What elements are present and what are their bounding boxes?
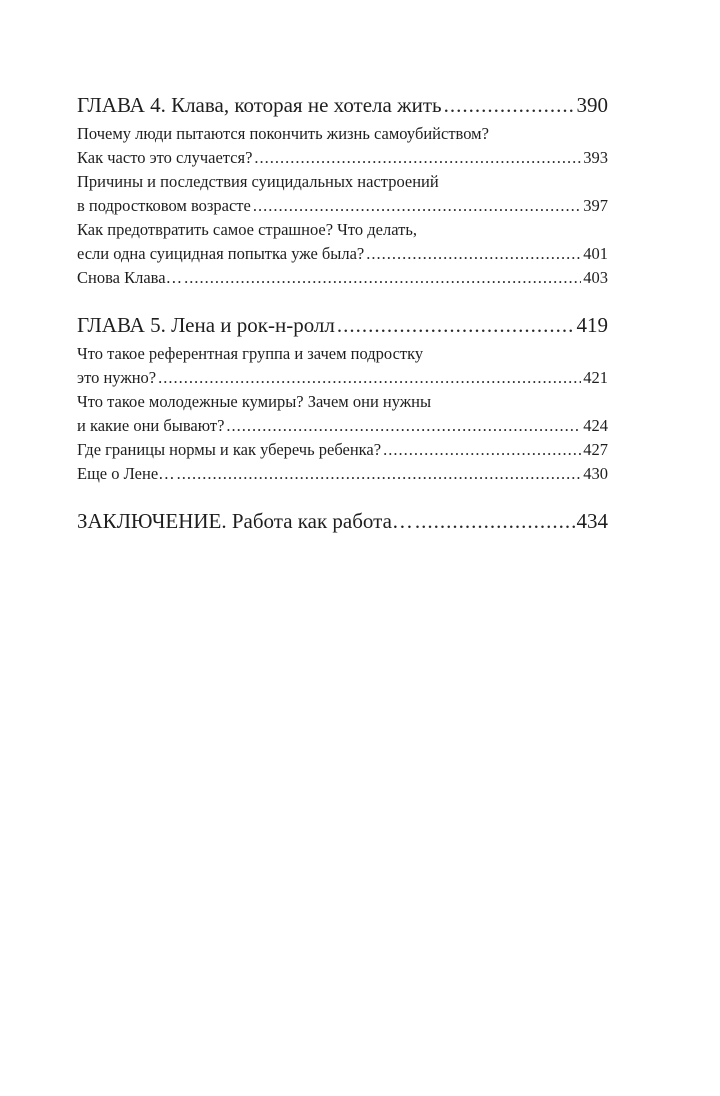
dot-leader [184, 266, 581, 290]
dot-leader [415, 504, 575, 538]
chapter-heading [77, 504, 608, 538]
page-number: 434 [576, 509, 608, 533]
toc-entry [77, 438, 608, 462]
page-number: 421 [583, 368, 608, 387]
page-number: 401 [583, 244, 608, 263]
dot-leader [158, 366, 581, 390]
chapter-heading [77, 308, 608, 342]
dot-leader [337, 308, 575, 342]
page-number: 424 [583, 416, 608, 435]
toc-conclusion [77, 504, 608, 538]
dot-leader [444, 88, 575, 122]
toc-chapter-5 [77, 308, 608, 486]
dot-leader [226, 414, 581, 438]
entry-title-line-2: это нужно? [77, 368, 157, 387]
dot-leader [177, 462, 582, 486]
chapter-title: ГЛАВА 5. Лена и рок-н-ролл [77, 313, 335, 337]
entry-title-line-2: и какие они бывают? [77, 416, 225, 435]
page-number: 393 [583, 148, 608, 167]
toc-entry [77, 218, 608, 266]
page-number: 427 [583, 440, 608, 459]
entry-title-line-1: Что такое референтная группа и зачем подростку [77, 344, 424, 363]
section-list [77, 342, 608, 486]
entry-title: Снова Клава… [77, 268, 183, 287]
toc-entry [77, 170, 608, 218]
entry-title-line-1: Что такое молодежные кумиры? Зачем они нужны [77, 392, 432, 411]
dot-leader [253, 194, 581, 218]
toc-entry [77, 122, 608, 170]
toc-entry [77, 266, 608, 290]
section-list [77, 122, 608, 290]
entry-title-line-2: в подростковом возрасте [77, 196, 251, 215]
page-number: 419 [576, 313, 608, 337]
entry-title-line-1: Как предотвратить самое страшное? Что делать, [77, 220, 417, 239]
table-of-contents [77, 88, 608, 538]
toc-entry [77, 342, 608, 390]
chapter-title: ГЛАВА 4. Клава, которая не хотела жить [77, 93, 442, 117]
entry-title-line-1: Почему люди пытаются покончить жизнь самоубийством? [77, 124, 489, 143]
entry-title: Еще о Лене… [77, 464, 175, 483]
dot-leader [254, 146, 581, 170]
page-number: 397 [583, 196, 608, 215]
page-number: 390 [576, 93, 608, 117]
entry-title-line-2: если одна суицидная попытка уже была? [77, 244, 365, 263]
dot-leader [366, 242, 581, 266]
page-number: 430 [583, 464, 608, 483]
entry-title: Где границы нормы и как уберечь ребенка? [77, 440, 382, 459]
chapter-title: ЗАКЛЮЧЕНИЕ. Работа как работа… [77, 509, 413, 533]
entry-title-line-2: Как часто это случается? [77, 148, 253, 167]
page-number: 403 [583, 268, 608, 287]
entry-title-line-1: Причины и последствия суицидальных настроений [77, 172, 439, 191]
dot-leader [383, 438, 581, 462]
toc-chapter-4 [77, 88, 608, 290]
toc-entry [77, 390, 608, 438]
toc-entry [77, 462, 608, 486]
chapter-heading [77, 88, 608, 122]
